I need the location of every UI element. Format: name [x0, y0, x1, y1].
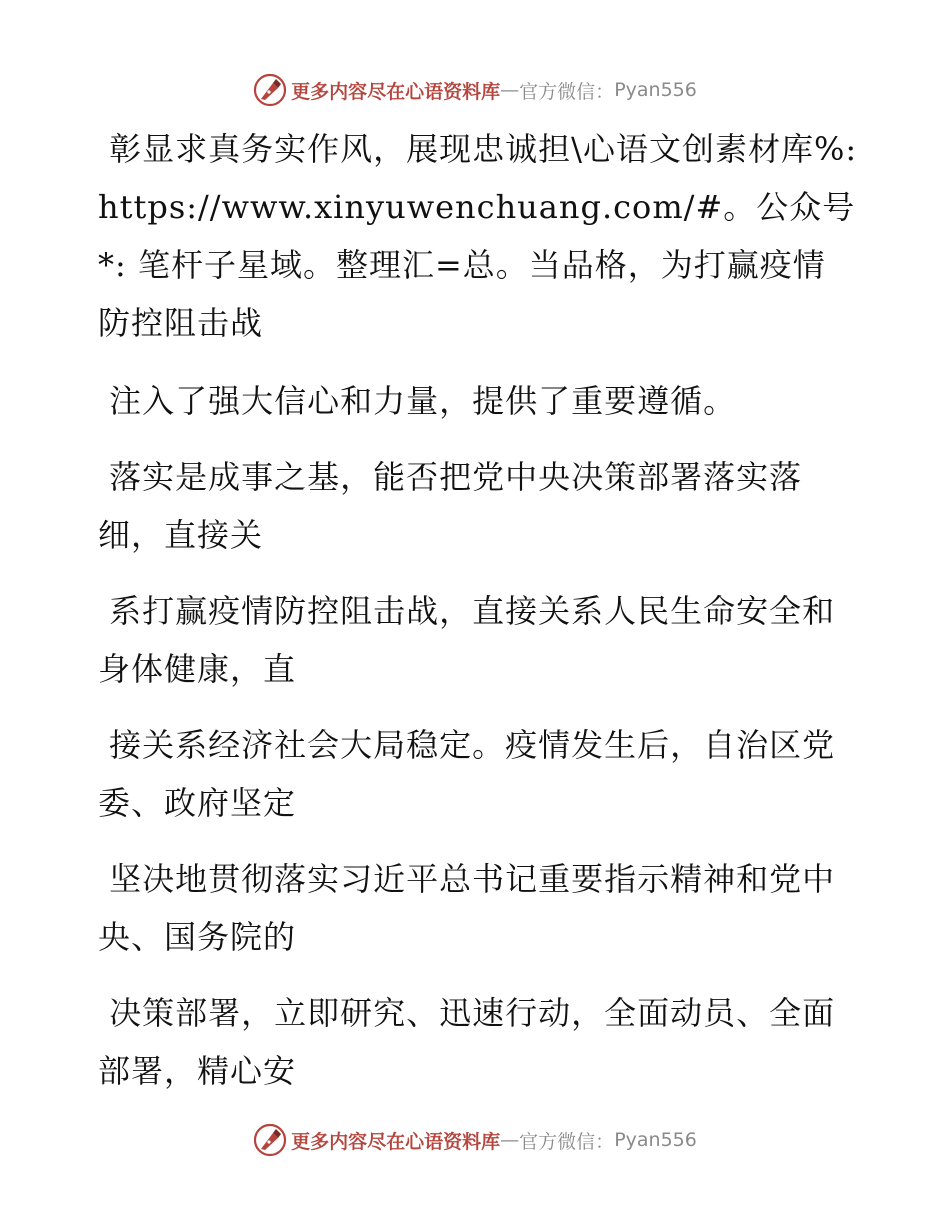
paragraph-3: 落实是成事之基，能否把党中央决策部署落实落细，直接关	[98, 458, 803, 554]
watermark-site-name: 更多内容尽在心语资料库	[291, 80, 501, 103]
watermark-official-label: 官方微信：	[519, 80, 615, 103]
watermark-wechat-id: Pyan556	[614, 1129, 697, 1151]
paragraph-1: 彰显求真务实作风，展现忠诚担\心语文创素材库%: https://www.xinyuwenchuang.com/#。公众号*: 笔杆子星域。整理汇=总。当品格，为打赢疫情防控阻击战	[98, 130, 869, 342]
paragraph-2: 注入了强大信心和力量，提供了重要遵循。	[98, 382, 737, 420]
pen-nib-logo-icon	[253, 1123, 287, 1157]
paragraph-4: 系打赢疫情防控阻击战，直接关系人民生命安全和身体健康，直	[98, 592, 836, 688]
watermark-wechat-id: Pyan556	[614, 79, 697, 101]
paragraph-5: 接关系经济社会大局稳定。疫情发生后，自治区党委、政府坚定	[98, 726, 836, 822]
paragraph-6: 坚决地贯彻落实习近平总书记重要指示精神和党中央、国务院的	[98, 860, 836, 956]
paragraph-7: 决策部署，立即研究、迅速行动，全面动员、全面部署，精心安	[98, 994, 836, 1090]
watermark-dash: —	[500, 79, 520, 101]
header-watermark	[0, 70, 950, 110]
document-body	[98, 120, 869, 1118]
footer-watermark	[0, 1120, 950, 1160]
watermark-official-label: 官方微信：	[519, 1130, 615, 1153]
watermark-dash: —	[500, 1129, 520, 1151]
pen-nib-logo-icon	[253, 73, 287, 107]
watermark-site-name: 更多内容尽在心语资料库	[291, 1130, 501, 1153]
